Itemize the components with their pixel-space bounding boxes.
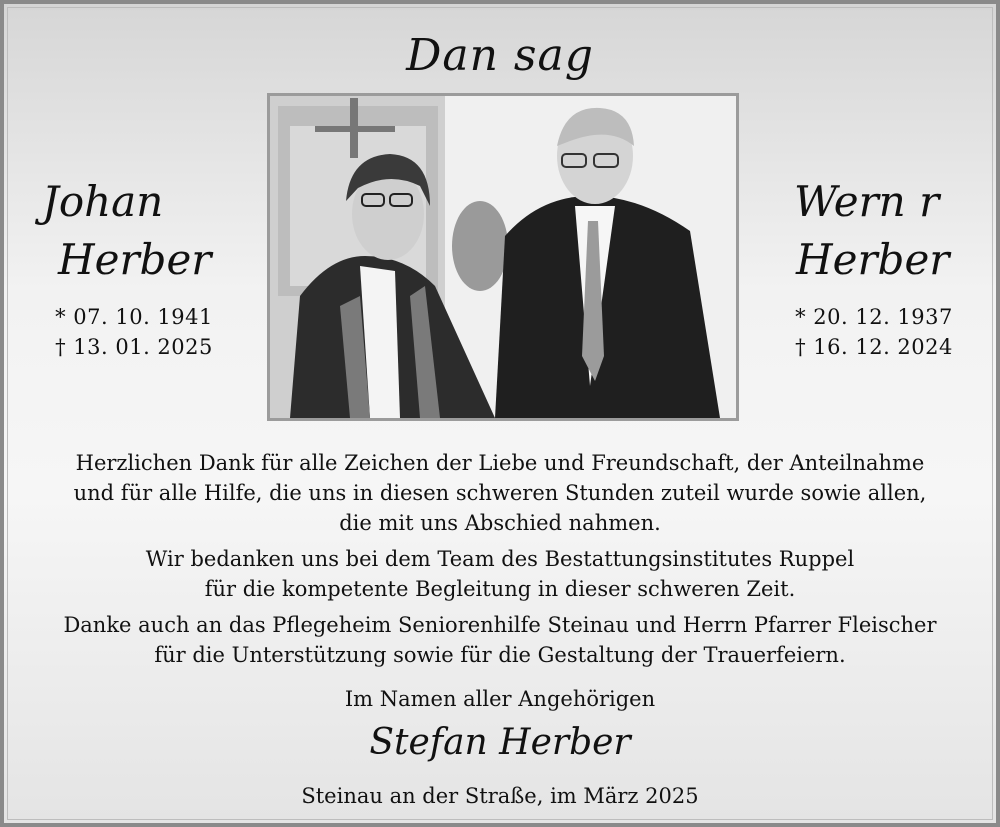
signature: Stefan Herber	[369, 722, 631, 763]
place-date: Steinau an der Straße, im März 2025	[301, 784, 699, 808]
left-death-date: † 13. 01. 2025	[55, 335, 213, 359]
signature-intro: Im Namen aller Angehörigen	[344, 687, 656, 711]
message-line: Wir bedanken uns bei dem Team des Bestattungsinstitutes Ruppel	[145, 547, 855, 571]
couple-photo	[267, 93, 739, 421]
message-line: für die kompetente Begleitung in dieser schweren Zeit.	[204, 577, 796, 601]
right-last-name: Herber	[796, 235, 950, 284]
message-line: Danke auch an das Pflegeheim Seniorenhilfe Steinau und Herrn Pfarrer Fleischer	[63, 613, 937, 637]
couple-photo-image	[270, 96, 736, 418]
message-line: für die Unterstützung sowie für die Gestaltung der Trauerfeiern.	[154, 643, 846, 667]
message-paragraph-2	[44, 544, 956, 604]
message-line: Herzlichen Dank für alle Zeichen der Liebe und Freundschaft, der Anteilnahme	[75, 451, 925, 475]
left-dates	[34, 302, 234, 362]
message-paragraph-1	[44, 448, 956, 538]
page-title: Dan sag	[406, 30, 594, 81]
message-line: die mit uns Abschied nahmen.	[339, 511, 661, 535]
right-first-name: Wern r	[794, 177, 940, 226]
message-line: und für alle Hilfe, die uns in diesen schweren Stunden zuteil wurde sowie allen,	[73, 481, 927, 505]
right-death-date: † 16. 12. 2024	[795, 335, 953, 359]
left-last-name: Herber	[58, 235, 212, 284]
left-first-name: Johan	[42, 177, 164, 226]
thank-you-message	[44, 448, 956, 676]
right-birth-date: * 20. 12. 1937	[795, 305, 953, 329]
message-paragraph-3	[44, 610, 956, 670]
right-dates	[774, 302, 974, 362]
left-birth-date: * 07. 10. 1941	[55, 305, 213, 329]
